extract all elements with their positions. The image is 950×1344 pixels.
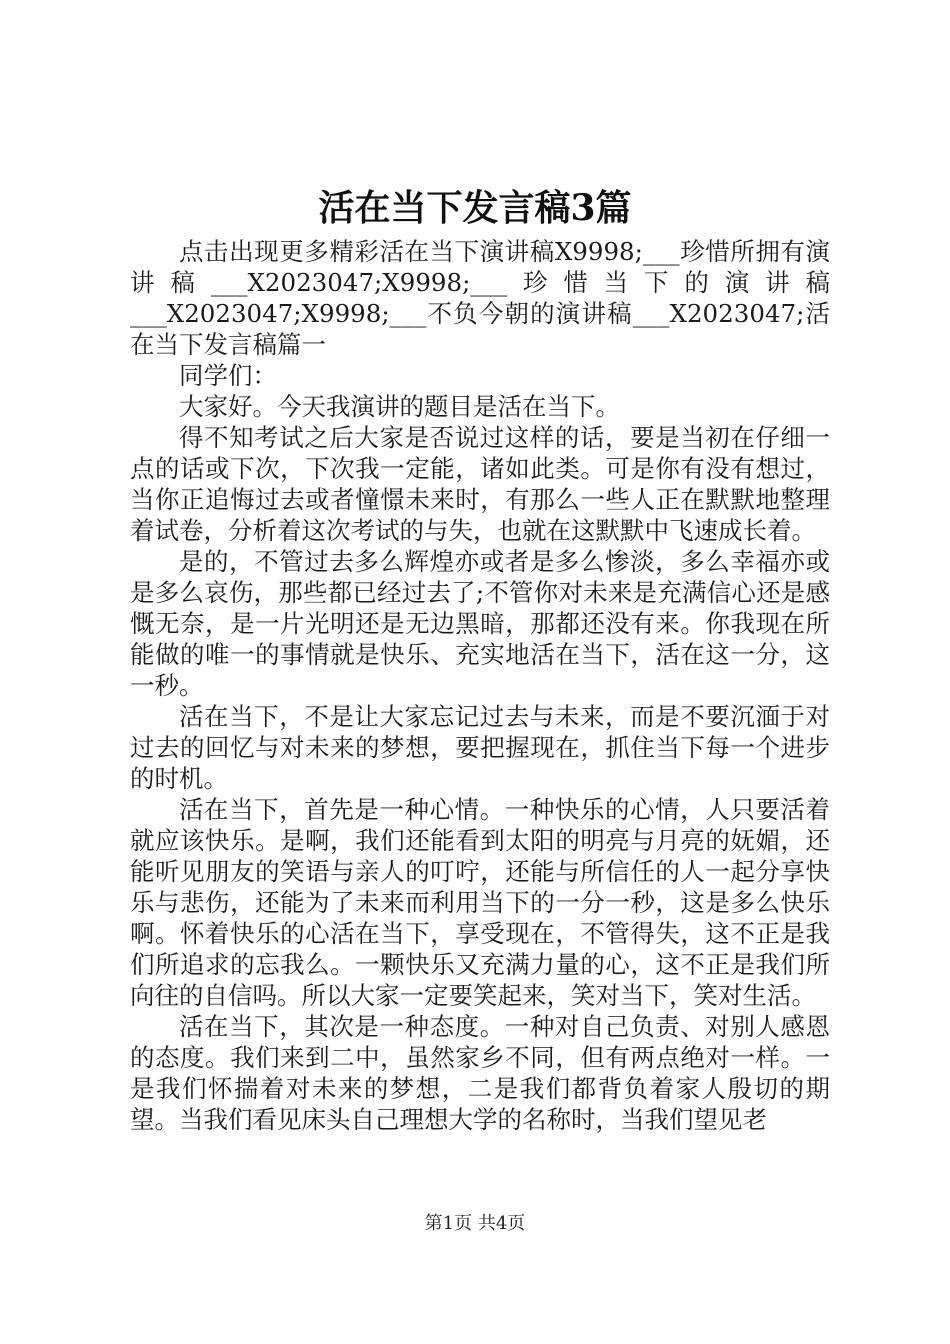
paragraph-links: 点击出现更多精彩活在当下演讲稿X9998;___珍惜所拥有演讲稿___X2023047;X9998;___珍惜当下的演讲稿___X2023047;X9998;___不负今朝的演讲稿___X2023047;活在当下发言稿篇一 (130, 237, 830, 359)
paragraph: 活在当下，其次是一种态度。一种对自己负责、对别人感恩的态度。我们来到二中，虽然家乡不同，但有两点绝对一样。一是我们怀揣着对未来的梦想，二是我们都背负着家人殷切的期望。当我们看见床头自己理想大学的名称时，当我们望见老 (130, 1012, 830, 1134)
page-title: 活在当下发言稿3篇 (318, 187, 632, 229)
document-body (130, 236, 830, 1135)
paragraph: 活在当下，首先是一种心情。一种快乐的心情，人只要活着就应该快乐。是啊，我们还能看到太阳的明亮与月亮的妩媚，还能听见朋友的笑语与亲人的叮咛，还能与所信任的人一起分享快乐与悲伤，还能为了未来而利用当下的一分一秒，这是多么快乐啊。怀着快乐的心活在当下，享受现在，不管得失，这不正是我们所追求的忘我么。一颗快乐又充满力量的心，这不正是我们所向往的自信吗。所以大家一定要笑起来，笑对当下，笑对生活。 (130, 795, 830, 1010)
paragraph: 活在当下，不是让大家忘记过去与未来，而是不要沉湎于对过去的回忆与对未来的梦想，要把握现在，抓住当下每一个进步的时机。 (130, 702, 830, 793)
page-footer: 第1页 共4页 (424, 1213, 526, 1234)
paragraph-greeting: 同学们： (179, 361, 277, 390)
paragraph: 是的，不管过去多么辉煌亦或者是多么惨淡，多么幸福亦或是多么哀伤，那些都已经过去了;不管你对未来是充满信心还是感慨无奈，是一片光明还是无边黑暗，那都还没有来。你我现在所能做的唯一的事情就是快乐、充实地活在当下，活在这一分，这一秒。 (130, 547, 830, 700)
paragraph: 得不知考试之后大家是否说过这样的话，要是当初在仔细一点的话或下次，下次我一定能，诸如此类。可是你有没有想过，当你正追悔过去或者憧憬未来时，有那么一些人正在默默地整理着试卷，分析着这次考试的与失，也就在这默默中飞速成长着。 (130, 423, 830, 545)
paragraph-intro: 大家好。今天我演讲的题目是活在当下。 (179, 392, 620, 421)
